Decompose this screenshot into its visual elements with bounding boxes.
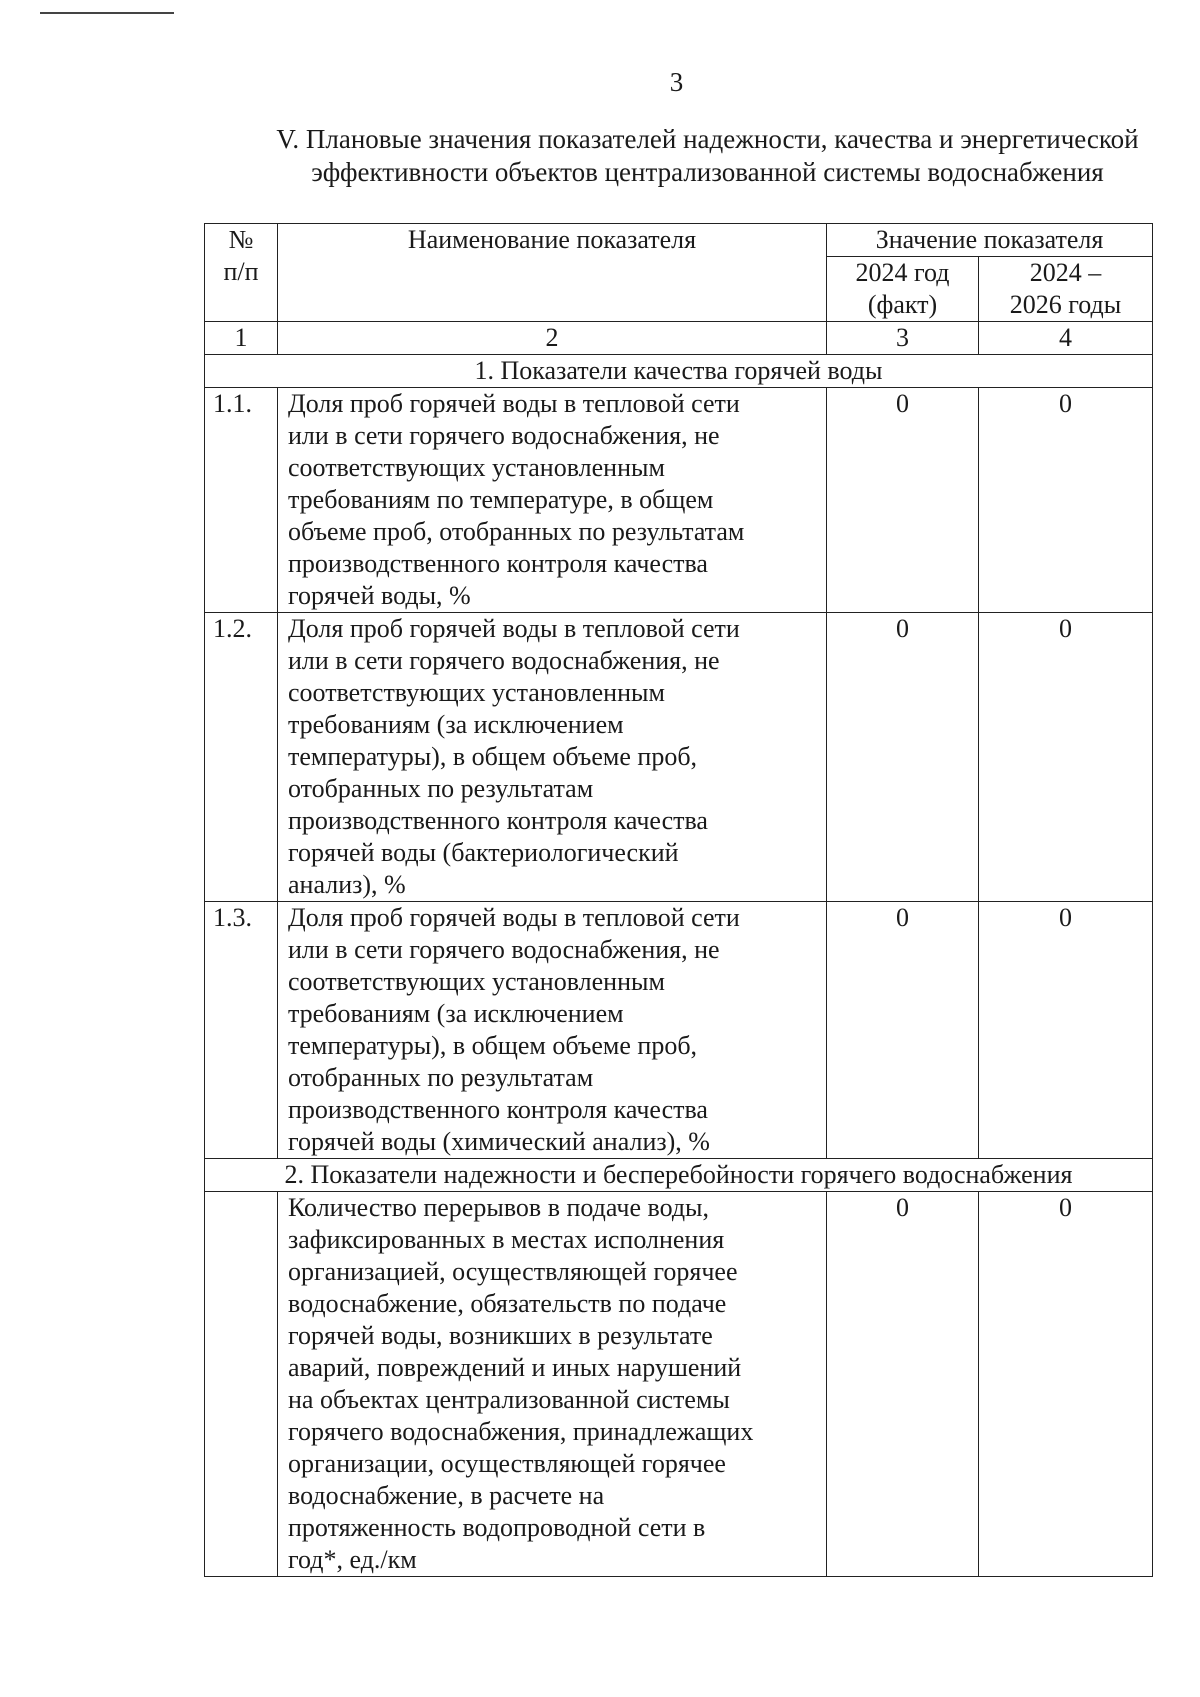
indicator-line: соответствующих установленным: [288, 967, 665, 996]
indicator-line: протяженность водопроводной сети в: [288, 1513, 706, 1542]
indicator-line: год*, ед./км: [288, 1545, 417, 1574]
indicator-line: горячей воды (бактериологический: [288, 838, 679, 867]
indicator-line: температуры), в общем объеме проб,: [288, 742, 698, 771]
row-1-2-value-2024-2026: 0: [979, 613, 1153, 902]
section-1-title-row: [205, 355, 1153, 388]
indicator-line: организацией, осуществляющей горячее: [288, 1257, 738, 1286]
row-1-1-number: 1.1.: [205, 388, 278, 613]
indicator-line: анализ), %: [288, 870, 406, 899]
header-col-2024-2026: [979, 257, 1153, 322]
section-1-title: 1. Показатели качества горячей воды: [205, 355, 1153, 388]
row-2-1-value-2024: 0: [827, 1192, 979, 1577]
table-row-1-2: [205, 613, 1153, 902]
indicator-line: производственного контроля качества: [288, 1095, 708, 1124]
indicator-line: соответствующих установленным: [288, 453, 665, 482]
section-2-title: 2. Показатели надежности и бесперебойности горячего водоснабжения: [205, 1159, 1153, 1192]
indicator-line: водоснабжение, в расчете на: [288, 1481, 605, 1510]
indicator-line: горячей воды, %: [288, 581, 471, 610]
indicator-line: производственного контроля качества: [288, 549, 708, 578]
indicator-line: объеме проб, отобранных по результатам: [288, 517, 745, 546]
indicator-line: Доля проб горячей воды в тепловой сети: [288, 614, 740, 643]
indicator-line: водоснабжение, обязательств по подаче: [288, 1289, 727, 1318]
indicator-line: горячей воды (химический анализ), %: [288, 1127, 710, 1156]
indicator-line: или в сети горячего водоснабжения, не: [288, 646, 720, 675]
top-rule-divider: [40, 12, 174, 14]
header-num-symbol: №: [228, 225, 254, 254]
indicator-line: соответствующих установленным: [288, 678, 665, 707]
indicator-line: производственного контроля качества: [288, 806, 708, 835]
column-number-1: 1: [205, 322, 278, 355]
document-heading: [200, 123, 1200, 189]
indicator-line: зафиксированных в местах исполнения: [288, 1225, 725, 1254]
header-col-2024: [827, 257, 979, 322]
header-col-2024-2026-line1: 2024 –: [1029, 258, 1102, 287]
indicator-line: горячего водоснабжения, принадлежащих: [288, 1417, 754, 1446]
header-row-1: [205, 224, 1153, 257]
indicator-line: отобранных по результатам: [288, 774, 594, 803]
section-2-title-row: [205, 1159, 1153, 1192]
indicator-line: отобранных по результатам: [288, 1063, 594, 1092]
column-number-2: 2: [278, 322, 827, 355]
indicator-line: горячей воды, возникших в результате: [288, 1321, 713, 1350]
indicator-line: требованиям (за исключением: [288, 999, 624, 1028]
indicator-line: аварий, повреждений и иных нарушений: [288, 1353, 742, 1382]
indicator-line: Доля проб горячей воды в тепловой сети: [288, 389, 740, 418]
row-2-1-value-2024-2026: 0: [979, 1192, 1153, 1577]
table-row-1-3: [205, 902, 1153, 1159]
page-number: 3: [669, 67, 684, 97]
row-1-2-value-2024: 0: [827, 613, 979, 902]
indicator-line: или в сети горячего водоснабжения, не: [288, 935, 720, 964]
row-1-3-value-2024: 0: [827, 902, 979, 1159]
table-row-2-1: [205, 1192, 1153, 1577]
row-1-2-indicator-name: [278, 613, 827, 902]
indicator-line: Количество перерывов в подаче воды,: [288, 1193, 710, 1222]
indicator-line: организации, осуществляющей горячее: [288, 1449, 726, 1478]
header-value-group: Значение показателя: [827, 224, 1153, 257]
indicators-table: [204, 223, 1153, 1577]
indicator-line: требованиям (за исключением: [288, 710, 624, 739]
column-number-4: 4: [979, 322, 1153, 355]
row-1-3-indicator-name: [278, 902, 827, 1159]
column-number-row: [205, 322, 1153, 355]
row-2-1-number: [205, 1192, 278, 1577]
indicator-line: Доля проб горячей воды в тепловой сети: [288, 903, 740, 932]
header-num-cell: [205, 224, 278, 322]
header-name-cell: Наименование показателя: [278, 224, 827, 322]
indicator-line: или в сети горячего водоснабжения, не: [288, 421, 720, 450]
heading-line-2: эффективности объектов централизованной системы водоснабжения: [311, 157, 1104, 187]
column-number-3: 3: [827, 322, 979, 355]
table-row-1-1: [205, 388, 1153, 613]
row-2-1-indicator-name: [278, 1192, 827, 1577]
header-col-2024-line2: (факт): [867, 290, 938, 319]
header-col-2024-2026-line2: 2026 годы: [1009, 290, 1122, 319]
indicator-line: требованиям по температуре, в общем: [288, 485, 714, 514]
header-col-2024-line1: 2024 год: [855, 258, 950, 287]
row-1-1-value-2024-2026: 0: [979, 388, 1153, 613]
row-1-3-number: 1.3.: [205, 902, 278, 1159]
heading-line-1: V. Плановые значения показателей надежности, качества и энергетической: [276, 124, 1139, 154]
indicator-line: температуры), в общем объеме проб,: [288, 1031, 698, 1060]
row-1-3-value-2024-2026: 0: [979, 902, 1153, 1159]
indicator-line: на объектах централизованной системы: [288, 1385, 730, 1414]
row-1-2-number: 1.2.: [205, 613, 278, 902]
row-1-1-value-2024: 0: [827, 388, 979, 613]
row-1-1-indicator-name: [278, 388, 827, 613]
table-body: [205, 224, 1153, 1577]
header-num-abbrev: п/п: [223, 257, 259, 286]
